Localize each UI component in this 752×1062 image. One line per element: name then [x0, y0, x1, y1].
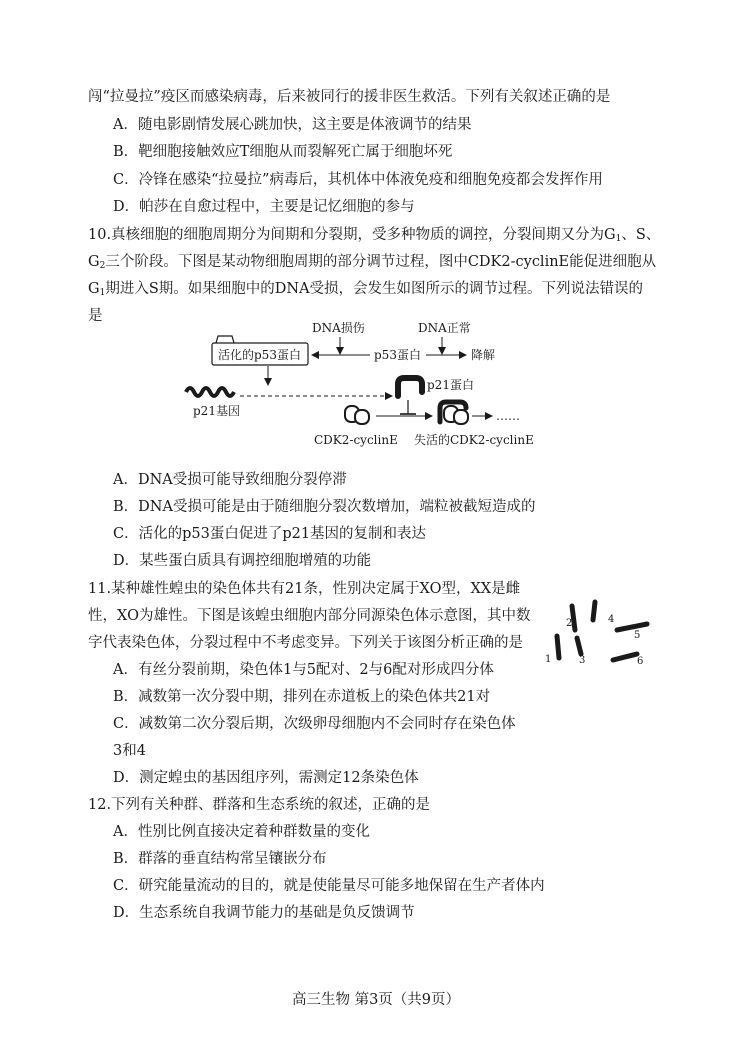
chromosome-2 [572, 606, 575, 630]
chromosome-figure [535, 598, 660, 673]
q11-option-a: A．有丝分裂前期，染色体1与5配对、2与6配对形成四分体 [113, 662, 494, 678]
inactive-cdk2-label: 失活的CDK2-cyclinE [414, 433, 534, 447]
q10-option-c: C．活化的p53蛋白促进了p21基因的复制和表达 [113, 526, 427, 542]
chromosome-label-4: 4 [608, 614, 615, 625]
q10-stem-line3: $G_1$期进入S期。如果细胞中的DNA受损，会发生如图所示的调节过程。下列说法错误的 [88, 281, 644, 298]
q9-option-c: C．冷锋在感染“拉曼拉”病毒后，其机体中体液免疫和细胞免疫都会发挥作用 [113, 172, 603, 188]
q9-stem-tail: 闯“拉曼拉”疫区而感染病毒，后来被同行的援非医生救活。下列有关叙述正确的是 [88, 89, 611, 105]
q11-option-c-continued: 3和4 [113, 743, 146, 759]
chromosome-label-1: 1 [545, 654, 552, 665]
q10-stem-line4: 是 [88, 308, 103, 324]
q10-option-b: B．DNA受损可能是由于随细胞分裂次数增加，端粒被截短造成的 [113, 499, 536, 515]
page-footer: 高三生物 第3页（共9页） [291, 992, 461, 1008]
ellipsis-label: …… [496, 409, 520, 423]
q11-option-c: C．减数第二次分裂后期，次级卵母细胞内不会同时存在染色体 [113, 716, 516, 732]
q12-option-c: C．研究能量流动的目的，就是使能量尽可能多地保留在生产者体内 [113, 878, 545, 894]
q10-option-d: D．某些蛋白质具有调控细胞增殖的功能 [113, 553, 372, 569]
q12-option-a: A．性别比例直接决定着种群数量的变化 [113, 824, 370, 840]
p21-gene-icon [186, 388, 234, 396]
q12-option-d: D．生态系统自我调节能力的基础是负反馈调节 [113, 905, 415, 921]
q11-option-b: B．减数第一次分裂中期，排列在赤道板上的染色体共21对 [113, 689, 491, 705]
chromosome-label-2: 2 [566, 618, 573, 629]
p21-gene-label: p21基因 [193, 404, 240, 418]
q11-stem-line1: 11.某种雄性蝗虫的染色体共有21条，性别决定属于XO型，XX是雌 [88, 581, 521, 597]
p53-regulation-diagram [0, 0, 752, 470]
q9-option-b: B．靶细胞接触效应T细胞从而裂解死亡属于细胞坏死 [113, 144, 453, 160]
q10-stem-line1: 10.真核细胞的细胞周期分为间期和分裂期，受多种物质的调控，分裂间期又分为$G_1$、S、 [88, 227, 661, 244]
chromosome-label-3: 3 [579, 655, 586, 666]
q12-stem: 12.下列有关种群、群落和生态系统的叙述，正确的是 [88, 797, 431, 813]
p21-protein-icon [398, 378, 422, 396]
inactive-cdk2-icon [440, 402, 468, 424]
q9-option-a: A．随电影剧情发展心跳加快，这主要是体液调节的结果 [113, 117, 472, 133]
chromosome-5 [617, 624, 647, 630]
q9-option-d: D．帕莎在自愈过程中，主要是记忆细胞的参与 [113, 199, 415, 215]
q11-stem-line2: 性，XO为雄性。下图是该蝗虫细胞内部分同源染色体示意图，其中数 [88, 608, 531, 624]
q11-option-d: D．测定蝗虫的基因组序列，需测定12条染色体 [113, 770, 419, 786]
q10-option-a: A．DNA受损可能导致细胞分裂停滞 [113, 472, 347, 488]
p21-protein-label: p21蛋白 [427, 378, 474, 392]
chromosome-3 [577, 638, 581, 654]
active-p53-label: 活化的p53蛋白 [218, 348, 301, 362]
q10-stem-line2: $G_2$三个阶段。下图是某动物细胞周期的部分调节过程，图中CDK2-cyclinE能促进细胞从 [88, 254, 657, 271]
active-p53-tab [216, 336, 234, 343]
dna-damage-label: DNA损伤 [312, 321, 365, 335]
chromosome-6 [613, 654, 637, 660]
dna-normal-label: DNA正常 [418, 321, 471, 335]
q11-stem-line3: 字代表染色体，分裂过程中不考虑变异。下列关于该图分析正确的是 [88, 635, 523, 651]
chromosome-1 [557, 636, 559, 658]
chromosome-label-6: 6 [637, 656, 644, 667]
q12-option-b: B．群落的垂直结构常呈镶嵌分布 [113, 851, 327, 867]
p53-label: p53蛋白 [374, 348, 421, 362]
chromosome-label-5: 5 [634, 630, 641, 641]
chromosome-4 [593, 602, 595, 620]
degrade-label: 降解 [471, 348, 496, 362]
cdk2-cyclin-icon [345, 406, 369, 424]
cdk2-label: CDK2-cyclinE [314, 433, 398, 447]
